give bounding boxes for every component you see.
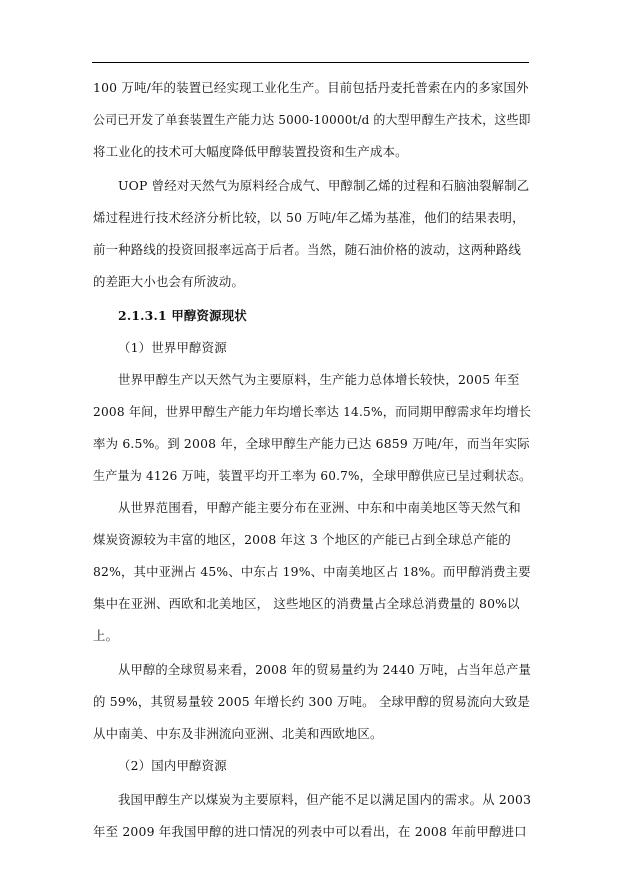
text-line: 从中南美、中东及非洲流向亚洲、北美和西欧地区。	[93, 726, 383, 741]
text-line: 2008 年间，世界甲醇生产能力年均增长率达 14.5%，而同期甲醇需求年均增长	[93, 404, 532, 419]
text-line: 年至 2009 年我国甲醇的进口情况的列表中可以看出，在 2008 年前甲醇进口	[93, 824, 527, 839]
text-line: 100 万吨/年的装置已经实现工业化生产。目前包括丹麦托普索在内的多家国外	[93, 80, 529, 95]
subsection-heading: （2）国内甲醇资源	[118, 758, 227, 773]
text-line: 将工业化的技术可大幅度降低甲醇装置投资和生产成本。	[93, 144, 408, 159]
text-line: 烯过程进行技术经济分析比较，以 50 万吨/年乙烯为基准，他们的结果表明，	[93, 210, 525, 225]
text-line: UOP 曾经对天然气为原料经合成气、甲醇制乙烯的过程和石脑油裂解制乙	[118, 178, 530, 193]
text-line: 82%，其中亚洲占 45%、中东占 19%、中南美地区占 18%。而甲醇消费主要	[93, 564, 531, 579]
text-line: 前一种路线的投资回报率远高于后者。当然，随石油价格的波动，这两种路线	[93, 242, 522, 257]
text-line: 生产量为 4126 万吨，装置平均开工率为 60.7%，全球甲醇供应已呈过剩状态。	[93, 468, 532, 483]
text-line: 从世界范围看，甲醇产能主要分布在亚洲、中东和中南美地区等天然气和	[118, 500, 521, 515]
text-line: 从甲醇的全球贸易来看，2008 年的贸易量约为 2440 万吨，占当年总产量	[118, 662, 532, 677]
text-line: 公司已开发了单套装置生产能力达 5000-10000t/d 的大型甲醇生产技术，这些即	[93, 112, 531, 127]
text-line: 煤炭资源较为丰富的地区，2008 年这 3 个地区的产能已占到全球总产能的	[93, 532, 511, 547]
text-line: 集中在亚洲、西欧和北美地区， 这些地区的消费量占全球总消费量的 80%以	[93, 596, 520, 611]
text-line: 世界甲醇生产以天然气为主要原料，生产能力总体增长较快，2005 年至	[118, 372, 520, 387]
text-line: 上。	[93, 628, 119, 643]
text-line: 我国甲醇生产以煤炭为主要原料，但产能不足以满足国内的需求。从 2003	[118, 792, 532, 807]
text-line: 率为 6.5%。到 2008 年，全球甲醇生产能力已达 6859 万吨/年，而当年实际	[93, 436, 530, 451]
text-line: 的差距大小也会有所波动。	[93, 274, 245, 289]
text-line: 的 59%，其贸易量较 2005 年增长约 300 万吨。 全球甲醇的贸易流向大致是	[93, 694, 530, 709]
header-rule	[92, 62, 529, 63]
subsection-heading: （1）世界甲醇资源	[118, 340, 227, 355]
section-heading: 2.1.3.1 甲醇资源现状	[118, 308, 247, 323]
